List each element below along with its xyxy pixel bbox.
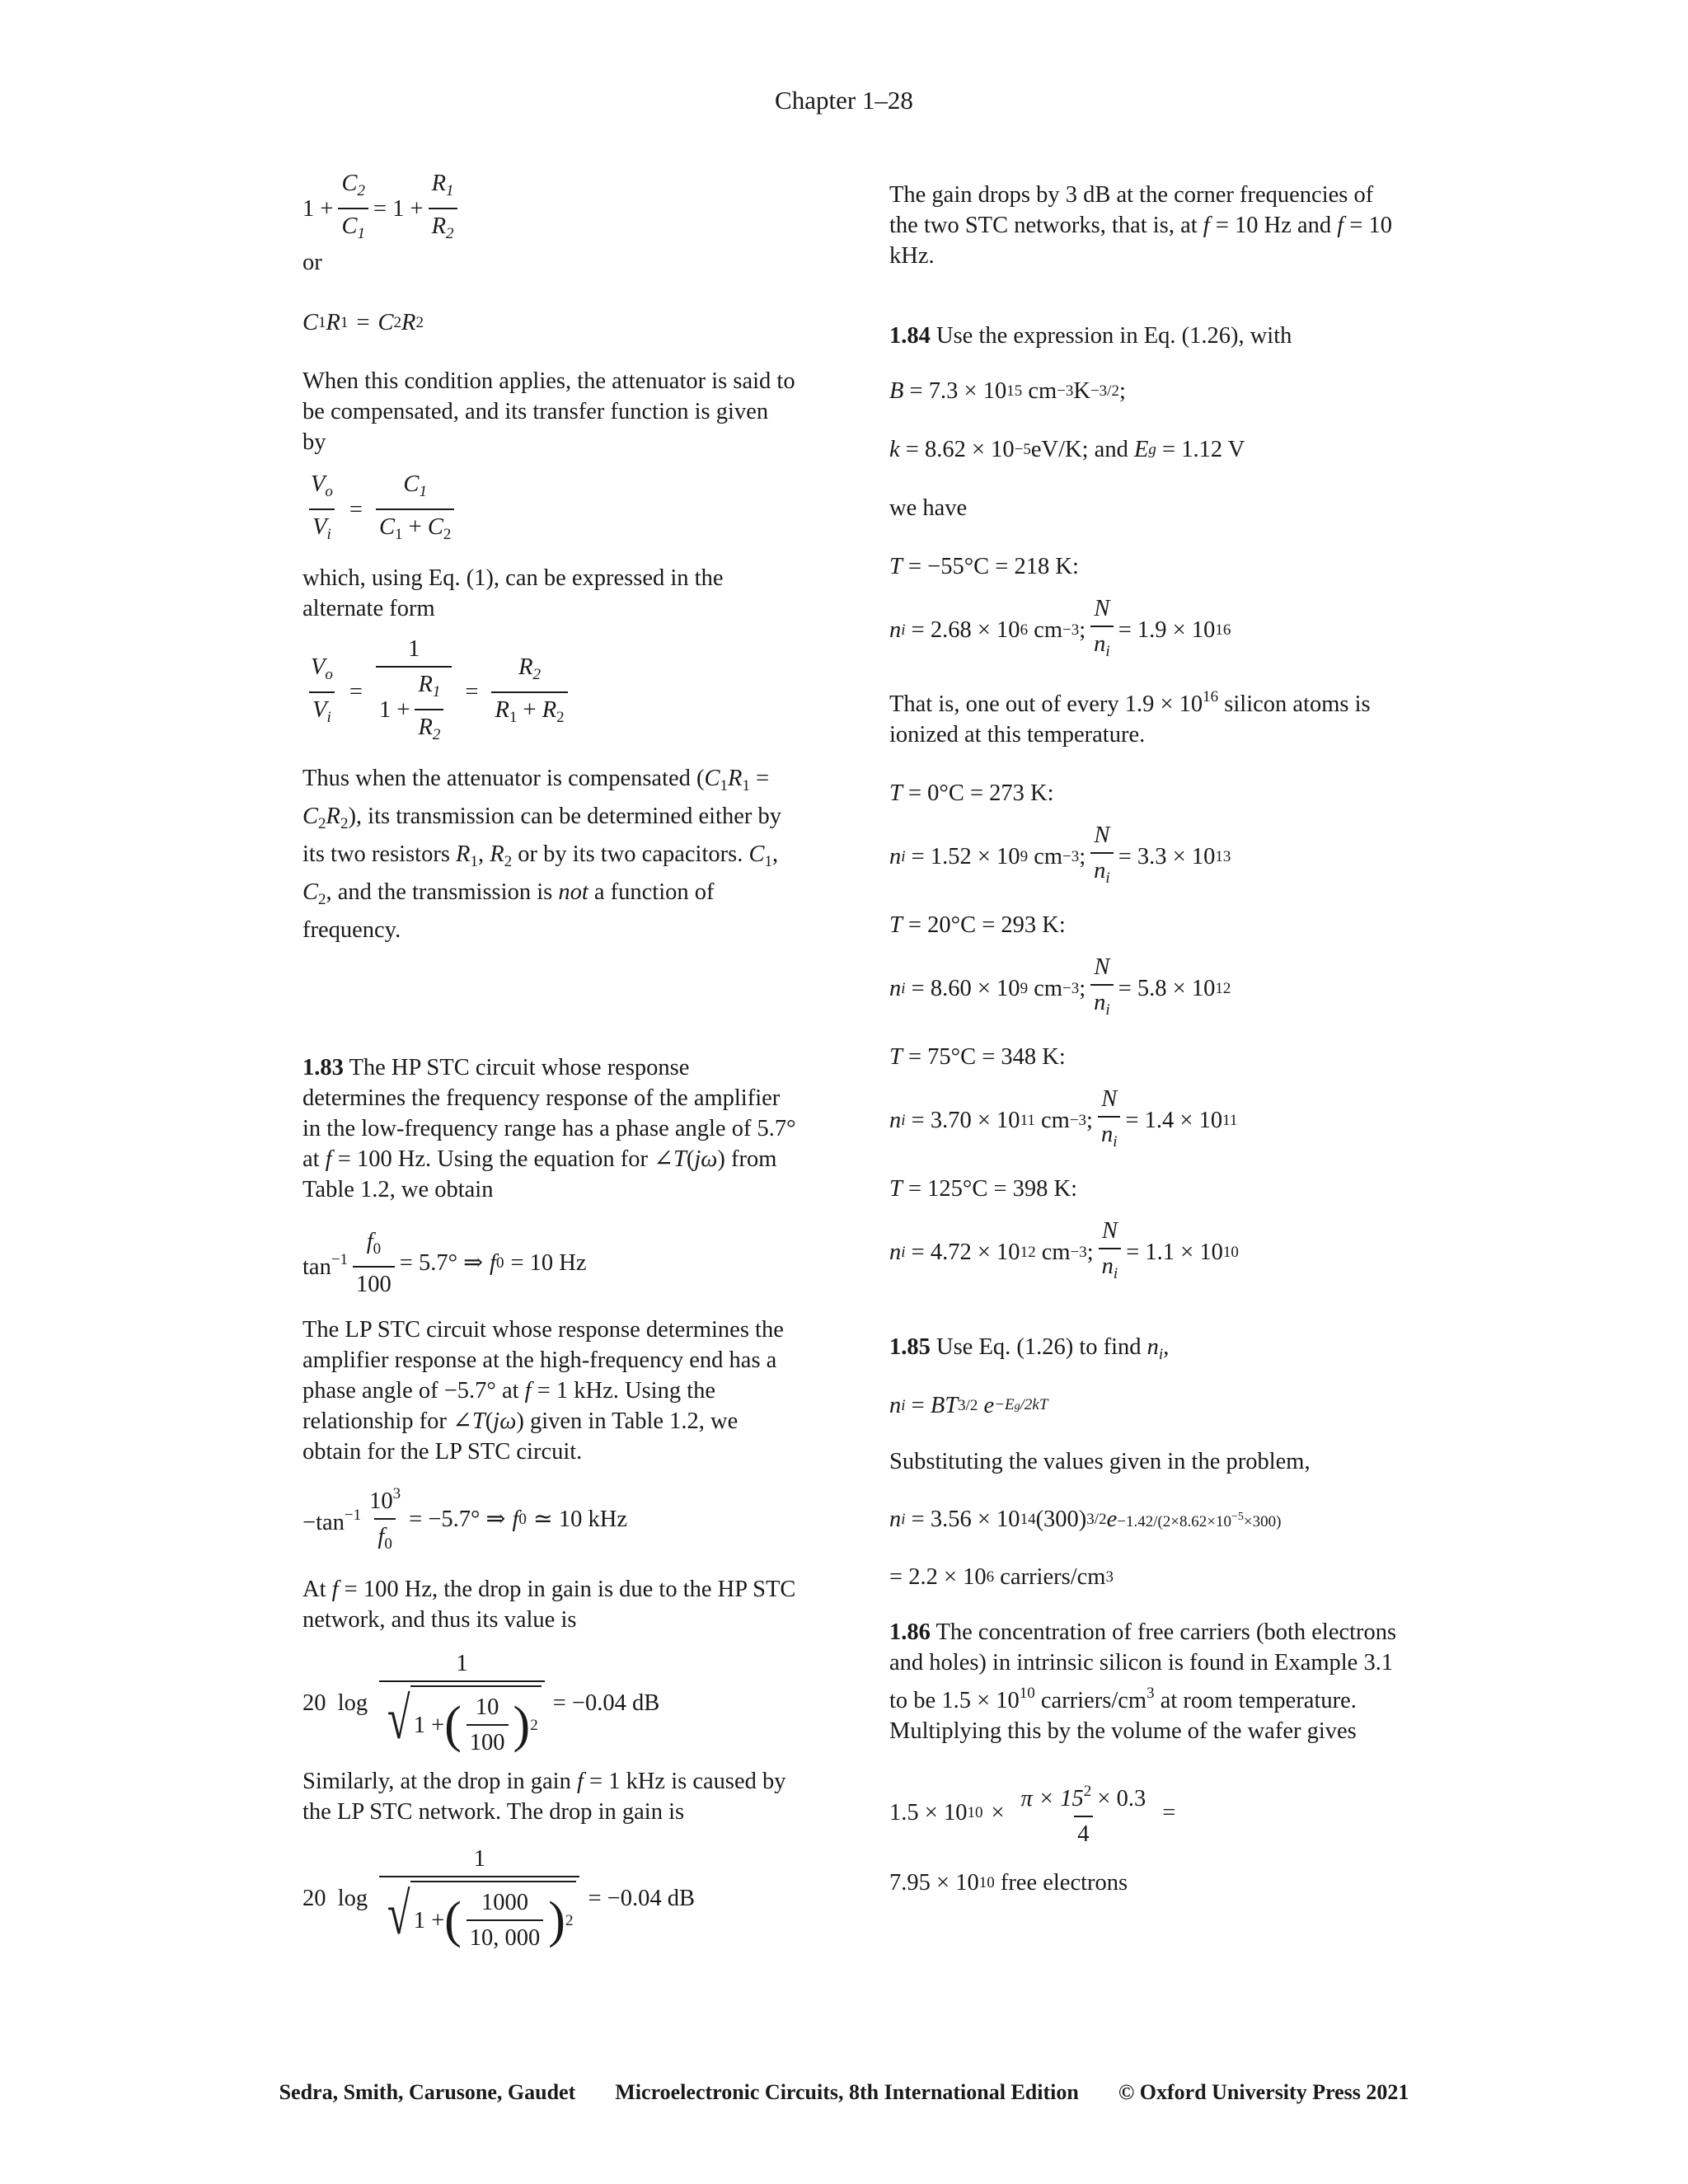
para-at: At f = 100 Hz, the drop in gain is due to the HP STC network, and thus its value is — [302, 1577, 796, 1633]
footer-book: Microelectronic Circuits, 8th International Edition — [615, 2080, 1079, 2104]
equation-B: B = 7.3 × 10 15 cm −3 K −3/2 ; — [889, 378, 1126, 404]
para-similarly: Similarly, at the drop in gain f = 1 kHz is caused by the LP STC network. The drop in gain is — [302, 1769, 786, 1825]
para-lp: The LP STC circuit whose response determines the amplifier response at the high-frequency end has a phase angle of −5.7° at f = 1 kHz. Using the relationship for ∠T(jω) given in Table 1.2, we obtain for the LP STC circuit. — [302, 1317, 784, 1465]
equation-volume-result: 7.95 × 10 10 free electrons — [889, 1870, 1128, 1896]
equation-tan-lp: $-\tan^{-1}$ $\frac{10^3}{f_0}$ = −5.7° ⇒ f 0 ≃ 10 kHz — [302, 1479, 797, 1559]
footer-authors: Sedra, Smith, Carusone, Gaudet — [279, 2080, 576, 2104]
temp-row: T = 20°C = 293 K: — [889, 912, 1066, 938]
right-column — [889, 180, 1400, 1898]
problem-1-86: 1.86 The concentration of free carriers (both electrons and holes) in intrinsic silicon is found in Example 3.1 to be $1.5 \times 10^{10}$ carriers/$cm^3$ at room temperature. Multiplying this by the volume of the wafer gives — [889, 1619, 1397, 1744]
equation-db-lp: 20 log 1 √ 1 + ( $\frac{1000}{10, 000}$ ) 2 = −0.04 dB — [302, 1844, 797, 1953]
left-column — [302, 171, 797, 1953]
equation-ni-formula: n i = BT 3/2 e −Eg/2kT — [889, 1393, 1048, 1418]
footer-copyright: © Oxford University Press 2021 — [1118, 2080, 1409, 2104]
word-or: or — [302, 250, 322, 275]
problem-1-83: 1.83 The HP STC circuit whose response determines the frequency response of the amplifier in the low-frequency range has a phase angle of 5.7° at f = 100 Hz. Using the equation for ∠T(jω) from Table 1.2, we obtain — [302, 1055, 796, 1202]
equation-c-ratio: 1 + $\frac{C_2}{C_1}$ = 1 + $\frac{R_1}{R_2}$ — [302, 180, 797, 237]
page-footer — [0, 2080, 1688, 2105]
temp-row: T = 75°C = 348 K: — [889, 1044, 1066, 1070]
problem-number: 1.84 — [889, 323, 931, 349]
equation-ni-subst: n i = 3.56 × 10 14 (300) 3/2 e $-1.42/(2\times 8.62\times 10^{-5}\times 300)$ — [889, 1507, 1282, 1532]
para-substituting: Substituting the values given in the problem, — [889, 1449, 1311, 1474]
ni-row: n i = 8.60 × 10 9 cm −3 ; $\frac{N}{n_i}$ = 5.8 × 10 12 — [889, 952, 1400, 1025]
problem-1-85: 1.85 Use Eq. (1.26) to find $n_i$, — [889, 1334, 1170, 1363]
page-header: Chapter 1–28 — [775, 86, 913, 115]
para-one-out-of: That is, one out of every $1.9 \times 10^{16}$ silicon atoms is ionized at this temperature. — [889, 688, 1371, 748]
temp-row: T = 0°C = 273 K: — [889, 780, 1054, 806]
ni-row: n i = 1.52 × 10 9 cm −3 ; $\frac{N}{n_i}$ = 3.3 × 10 13 — [889, 820, 1400, 893]
equation-ni-result: = 2.2 × 10 6 carriers/cm 3 — [889, 1564, 1114, 1590]
temp-row: T = −55°C = 218 K: — [889, 554, 1079, 579]
equation-transfer-alt: $\frac{V_o}{V_i}$ = 1 1 + $\frac{R_1}{R_2}$ = $\frac{R_2}{R_1 + R_2}$ — [302, 634, 797, 750]
ni-row: n i = 4.72 × 10 12 cm −3 ; $\frac{N}{n_i}$ = 1.1 × 10 10 — [889, 1216, 1400, 1289]
problem-number: 1.83 — [302, 1055, 344, 1080]
we-have: we have — [889, 495, 968, 521]
equation-k: k = 8.62 × 10 −5 eV/K; and E g = 1.12 V — [889, 437, 1245, 462]
ni-row: n i = 3.70 × 10 11 cm −3 ; $\frac{N}{n_i}$ = 1.4 × 10 11 — [889, 1084, 1400, 1157]
equation-c1r1: C 1 R 1 = C 2 R 2 — [302, 310, 424, 335]
equation-db-hp: 20 log 1 √ 1 + ( $\frac{10}{100}$ ) 2 = −0.04 dB — [302, 1648, 797, 1758]
ni-row: n i = 2.68 × 10 6 cm −3 ; $\frac{N}{n_i}$ = 1.9 × 10 16 — [889, 593, 1400, 667]
problem-number: 1.86 — [889, 1619, 931, 1645]
para-compensated: When this condition applies, the attenuator is said to be compensated, and its transfer function is given by — [302, 368, 795, 455]
problem-number: 1.85 — [889, 1334, 931, 1360]
para-gain-drops: The gain drops by 3 dB at the corner frequencies of the two STC networks, that is, at f = 10 Hz and f = 10 kHz. — [889, 182, 1393, 269]
equation-transfer: $\frac{V_o}{V_i}$ = $\frac{C_1}{C_1 + C_2}$ — [302, 469, 797, 550]
equation-tan-hp: $\tan^{-1}$ $\frac{f_0}{100}$ = 5.7° ⇒ f 0 = 10 Hz — [302, 1226, 797, 1300]
temp-row: T = 125°C = 398 K: — [889, 1176, 1078, 1202]
para-alt-form: which, using Eq. (1), can be expressed in the alternate form — [302, 565, 724, 621]
problem-1-84: 1.84 Use the expression in Eq. (1.26), with — [889, 323, 1292, 349]
para-thus: Thus when the attenuator is compensated $(C_1R_1 = C_2R_2)$, its transmission can be determined either by its two resistors $R_1$, $R_2$ or by its two capacitors. $C_1$, $C_2$, and the transmission is not a function of frequency. — [302, 766, 781, 943]
equation-volume: 1.5 × 10 10 × $\frac{\pi \times 15^2 \times 0.3}{4}$ = — [889, 1776, 1400, 1849]
